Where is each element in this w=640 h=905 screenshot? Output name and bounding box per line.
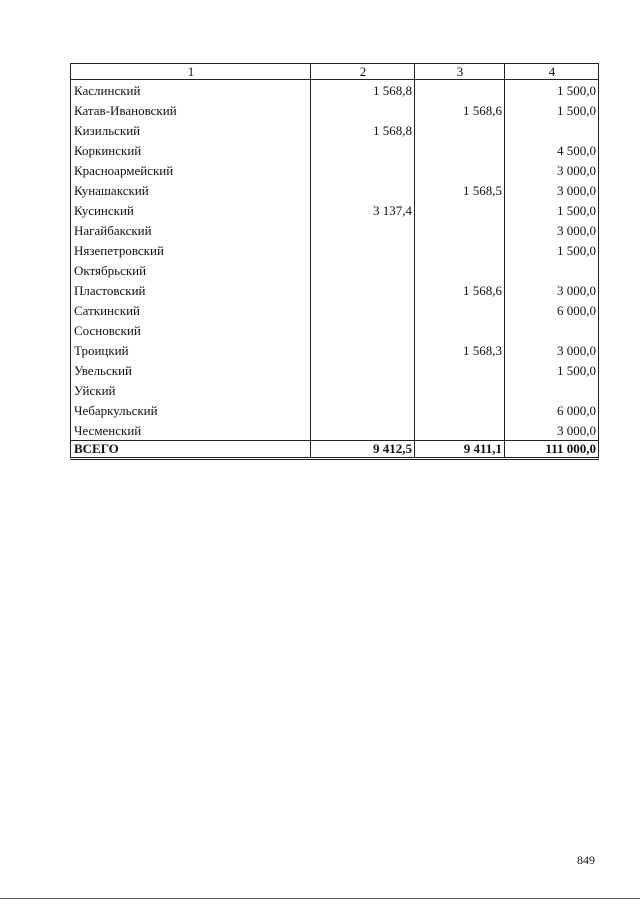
cell-col-3 <box>415 160 505 180</box>
cell-col-4: 6 000,0 <box>505 400 599 420</box>
cell-col-2: 1 568,8 <box>311 120 415 140</box>
table-body <box>71 80 599 441</box>
cell-col-2 <box>311 240 415 260</box>
cell-col-4 <box>505 260 599 280</box>
total-label: ВСЕГО <box>71 441 311 459</box>
district-name: Уйский <box>71 380 311 400</box>
district-name: Чесменский <box>71 420 311 441</box>
district-name: Октябрьский <box>71 260 311 280</box>
total-row <box>71 441 599 459</box>
total-col-4: 111 000,0 <box>505 441 599 459</box>
district-name: Кунашакский <box>71 180 311 200</box>
cell-col-3 <box>415 120 505 140</box>
cell-col-2 <box>311 400 415 420</box>
cell-col-3 <box>415 200 505 220</box>
cell-col-4: 3 000,0 <box>505 340 599 360</box>
cell-col-2: 1 568,8 <box>311 80 415 101</box>
table-row <box>71 160 599 180</box>
district-name: Нязепетровский <box>71 240 311 260</box>
cell-col-4: 3 000,0 <box>505 220 599 240</box>
table-row <box>71 280 599 300</box>
district-name: Красноармейский <box>71 160 311 180</box>
cell-col-2 <box>311 140 415 160</box>
total-col-3: 9 411,1 <box>415 441 505 459</box>
total-col-2: 9 412,5 <box>311 441 415 459</box>
cell-col-2 <box>311 340 415 360</box>
cell-col-4 <box>505 120 599 140</box>
table-row <box>71 180 599 200</box>
table-row <box>71 380 599 400</box>
table-row <box>71 400 599 420</box>
header-col-2: 2 <box>311 64 415 80</box>
cell-col-2 <box>311 360 415 380</box>
table-row <box>71 80 599 101</box>
cell-col-3 <box>415 300 505 320</box>
budget-table <box>70 63 599 460</box>
table-row <box>71 200 599 220</box>
cell-col-3 <box>415 400 505 420</box>
cell-col-2 <box>311 420 415 441</box>
cell-col-4: 3 000,0 <box>505 280 599 300</box>
district-name: Кусинский <box>71 200 311 220</box>
cell-col-2 <box>311 100 415 120</box>
cell-col-3 <box>415 220 505 240</box>
cell-col-4: 6 000,0 <box>505 300 599 320</box>
district-name: Катав-Ивановский <box>71 100 311 120</box>
cell-col-2 <box>311 220 415 240</box>
cell-col-4: 3 000,0 <box>505 420 599 441</box>
cell-col-4: 1 500,0 <box>505 80 599 101</box>
table-row <box>71 140 599 160</box>
cell-col-3 <box>415 320 505 340</box>
cell-col-3 <box>415 140 505 160</box>
cell-col-4: 3 000,0 <box>505 180 599 200</box>
header-col-3: 3 <box>415 64 505 80</box>
table-row <box>71 340 599 360</box>
district-name: Пластовский <box>71 280 311 300</box>
cell-col-3 <box>415 260 505 280</box>
cell-col-3: 1 568,5 <box>415 180 505 200</box>
cell-col-3 <box>415 380 505 400</box>
cell-col-3: 1 568,3 <box>415 340 505 360</box>
cell-col-4: 1 500,0 <box>505 360 599 380</box>
cell-col-4: 4 500,0 <box>505 140 599 160</box>
table-row <box>71 120 599 140</box>
cell-col-2 <box>311 280 415 300</box>
cell-col-2: 3 137,4 <box>311 200 415 220</box>
district-name: Саткинский <box>71 300 311 320</box>
district-name: Кизильский <box>71 120 311 140</box>
cell-col-3 <box>415 420 505 441</box>
district-name: Чебаркульский <box>71 400 311 420</box>
cell-col-4: 3 000,0 <box>505 160 599 180</box>
district-name: Коркинский <box>71 140 311 160</box>
district-name: Троицкий <box>71 340 311 360</box>
table-row <box>71 360 599 380</box>
district-name: Увельский <box>71 360 311 380</box>
table-header-row <box>71 64 599 80</box>
header-col-1: 1 <box>71 64 311 80</box>
cell-col-2 <box>311 160 415 180</box>
cell-col-3 <box>415 360 505 380</box>
table-row <box>71 420 599 441</box>
cell-col-3 <box>415 80 505 101</box>
cell-col-2 <box>311 180 415 200</box>
table-row <box>71 100 599 120</box>
district-name: Каслинский <box>71 80 311 101</box>
cell-col-4: 1 500,0 <box>505 200 599 220</box>
cell-col-4: 1 500,0 <box>505 100 599 120</box>
cell-col-2 <box>311 260 415 280</box>
cell-col-2 <box>311 320 415 340</box>
cell-col-3 <box>415 240 505 260</box>
page-number: 849 <box>577 853 595 867</box>
footer-divider <box>0 898 640 899</box>
cell-col-4 <box>505 380 599 400</box>
table-row <box>71 220 599 240</box>
table-row <box>71 240 599 260</box>
table-row <box>71 320 599 340</box>
table-row <box>71 260 599 280</box>
cell-col-2 <box>311 300 415 320</box>
district-name: Нагайбакский <box>71 220 311 240</box>
header-col-4: 4 <box>505 64 599 80</box>
cell-col-3: 1 568,6 <box>415 280 505 300</box>
cell-col-4: 1 500,0 <box>505 240 599 260</box>
district-name: Сосновский <box>71 320 311 340</box>
cell-col-3: 1 568,6 <box>415 100 505 120</box>
table-row <box>71 300 599 320</box>
cell-col-2 <box>311 380 415 400</box>
cell-col-4 <box>505 320 599 340</box>
